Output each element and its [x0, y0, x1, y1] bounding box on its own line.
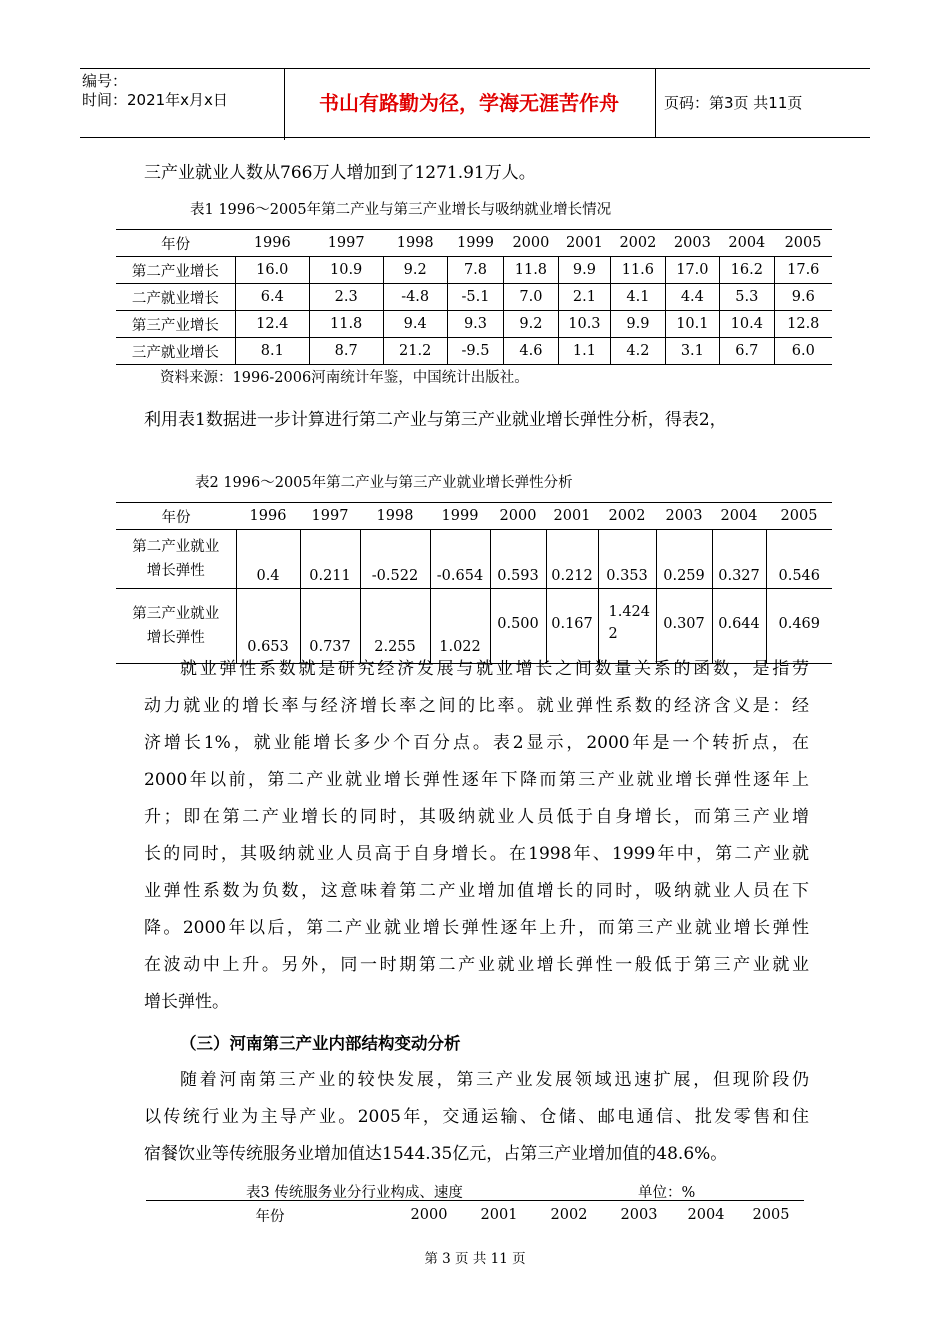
table-cell: 2004: [720, 230, 774, 257]
row-label: 年份: [255, 1208, 285, 1225]
table-cell: 2000: [490, 503, 546, 530]
table-cell: 0.353: [598, 530, 656, 589]
table-cell: 9.6: [774, 284, 832, 311]
table-cell: 4.4: [665, 284, 719, 311]
table1-caption: 表1 1996～2005年第二产业与第三产业增长与吸纳就业增长情况: [190, 202, 612, 218]
table3: [146, 1200, 804, 1229]
table-cell: 9.4: [383, 311, 447, 338]
table-cell: 2001: [558, 230, 611, 257]
table-cell: 11.6: [611, 257, 665, 284]
table1-row: [116, 311, 832, 338]
paragraph-line: 就业弹性系数就是研究经济发展与就业增长之间数量关系的函数，是指劳: [180, 659, 809, 679]
table-cell: -0.654: [430, 530, 490, 589]
row-label-line: 第二产业就业: [132, 539, 220, 555]
table-cell: 0.500: [490, 589, 546, 664]
table-cell: 4.6: [504, 338, 558, 365]
table1-row: [116, 338, 832, 365]
table3-unit: 单位：%: [638, 1185, 696, 1201]
table-cell: 1997: [309, 230, 383, 257]
paragraph-line: 宿餐饮业等传统服务业增加值达1544.35亿元，占第三产业增加值的48.6%。: [144, 1144, 728, 1164]
table-cell: 2005: [766, 503, 832, 530]
table-cell: 6.0: [774, 338, 832, 365]
table-cell: 1996: [236, 503, 300, 530]
cell-value-wrap: 2: [608, 626, 618, 642]
table-cell: 1999: [447, 230, 503, 257]
table-cell: 9.3: [447, 311, 503, 338]
header-meta: [80, 69, 285, 140]
paragraph-line: 降。2000年以后，第二产业就业增长弹性逐年上升，而第三产业就业增长弹性: [144, 918, 809, 938]
table-cell: 10.3: [558, 311, 611, 338]
table1-row: [116, 284, 832, 311]
table-cell: 12.8: [774, 311, 832, 338]
document-number-label: 编号：: [82, 72, 128, 90]
table1: [116, 229, 832, 365]
table-cell: 6.4: [235, 284, 309, 311]
row-label: 年份: [116, 230, 235, 257]
table-cell: 4.1: [611, 284, 665, 311]
table-cell: 0.469: [766, 589, 832, 664]
table-cell: 0.327: [712, 530, 766, 589]
table-cell: 0.167: [546, 589, 598, 664]
paragraph-line: 升；即在第二产业增长的同时，其吸纳就业人员低于自身增长，而第三产业增: [144, 807, 809, 827]
paragraph-line: 以传统行业为主导产业。2005年，交通运输、仓储、邮电通信、批发零售和住: [144, 1107, 809, 1127]
table-cell: 0.546: [766, 530, 832, 589]
table-cell: 0.307: [656, 589, 712, 664]
table-cell: 2004: [712, 503, 766, 530]
table-cell: 2000: [504, 230, 558, 257]
header-motto: 书山有路勤为径，学海无涯苦作舟: [283, 69, 656, 137]
table-cell: 1.022: [430, 589, 490, 664]
table-cell: 9.9: [611, 311, 665, 338]
table-cell: 1997: [300, 503, 360, 530]
table-cell: -5.1: [447, 284, 503, 311]
paragraph-line: 业弹性系数为负数，这意味着第二产业增加值增长的同时，吸纳就业人员在下: [144, 881, 809, 901]
table-cell: 10.4: [720, 311, 774, 338]
table-cell: 0.644: [712, 589, 766, 664]
table3-caption: 表3 传统服务业分行业构成、速度: [246, 1185, 463, 1201]
table-cell: 2000: [410, 1207, 448, 1223]
table-cell: 2003: [665, 230, 719, 257]
table-cell: 9.2: [383, 257, 447, 284]
paragraph-line: 增长弹性。: [144, 992, 229, 1012]
table1-source: 资料来源：1996-2006河南统计年鉴，中国统计出版社。: [160, 370, 529, 386]
table2: [116, 502, 832, 664]
table-cell: 1998: [383, 230, 447, 257]
row-label-line: 第三产业就业: [132, 606, 220, 622]
table-cell: 0.593: [490, 530, 546, 589]
table-cell: 1996: [235, 230, 309, 257]
table2-row: [116, 530, 832, 589]
table-cell: 21.2: [383, 338, 447, 365]
table-cell: 2003: [656, 503, 712, 530]
table-cell: 8.7: [309, 338, 383, 365]
table-cell: 12.4: [235, 311, 309, 338]
paragraph-line: 在波动中上升。另外，同一时期第二产业就业增长弹性一般低于第三产业就业: [144, 955, 809, 975]
document-date: 时间：2021年x月x日: [82, 91, 228, 109]
table1-row: [116, 257, 832, 284]
table-cell: 0.4: [236, 530, 300, 589]
transition-text: 利用表1数据进一步计算进行第二产业与第三产业就业增长弹性分析，得表2，: [144, 410, 727, 430]
table3-header-row: [146, 1201, 804, 1230]
table-cell: 2.1: [558, 284, 611, 311]
paragraph-line: 长的同时，其吸纳就业人员高于自身增长。在1998年、1999年中，第二产业就: [144, 844, 809, 864]
row-label-line: 增长弹性: [146, 630, 205, 646]
row-label-line: 增长弹性: [146, 563, 205, 579]
table-cell: 2001: [546, 503, 598, 530]
table-cell: 8.1: [235, 338, 309, 365]
table-cell: 2002: [598, 503, 656, 530]
table-cell: 2002: [550, 1207, 588, 1223]
table-cell: 9.9: [558, 257, 611, 284]
table-cell: 5.3: [720, 284, 774, 311]
page-header: [80, 68, 870, 138]
table-cell: 0.737: [300, 589, 360, 664]
table-cell: 2.255: [360, 589, 430, 664]
table-cell: 10.1: [665, 311, 719, 338]
table-cell: -9.5: [447, 338, 503, 365]
section-heading: （三）河南第三产业内部结构变动分析: [180, 1034, 461, 1053]
row-label: 三产就业增长: [116, 338, 235, 365]
table-cell: 2003: [620, 1207, 658, 1223]
table-cell: 7.0: [504, 284, 558, 311]
paragraph-employment-elasticity: [144, 651, 809, 1021]
header-page-info: 页码：第3页 共11页: [664, 94, 803, 112]
paragraph-line: 济增长1%，就业能增长多少个百分点。表2显示，2000年是一个转折点，在: [144, 733, 809, 753]
table-cell: 2002: [611, 230, 665, 257]
table-cell: 0.259: [656, 530, 712, 589]
table-cell: 11.8: [504, 257, 558, 284]
table-cell: 2005: [774, 230, 832, 257]
table-cell: -4.8: [383, 284, 447, 311]
row-label: [116, 530, 236, 589]
table-cell: 9.2: [504, 311, 558, 338]
row-label: 年份: [116, 503, 236, 530]
paragraph-line: 2000年以前，第二产业就业增长弹性逐年下降而第三产业就业增长弹性逐年上: [144, 770, 809, 790]
table-cell: 16.2: [720, 257, 774, 284]
table2-header-row: [116, 503, 832, 530]
row-label: 第二产业增长: [116, 257, 235, 284]
table-cell: 10.9: [309, 257, 383, 284]
table2-caption: 表2 1996～2005年第二产业与第三产业就业增长弹性分析: [195, 475, 573, 491]
table-cell: 3.1: [665, 338, 719, 365]
table-cell: -0.522: [360, 530, 430, 589]
table-cell: 0.211: [300, 530, 360, 589]
table-cell: 1.1: [558, 338, 611, 365]
table-cell: 17.6: [774, 257, 832, 284]
table-cell: 0.212: [546, 530, 598, 589]
table-cell: 11.8: [309, 311, 383, 338]
cell-value: 1.424: [608, 604, 651, 620]
intro-text: 三产业就业人数从766万人增加到了1271.91万人。: [144, 163, 536, 183]
table1-header-row: [116, 230, 832, 257]
table-cell: 4.2: [611, 338, 665, 365]
table-cell: 1999: [430, 503, 490, 530]
row-label: 第三产业增长: [116, 311, 235, 338]
table-cell: 2005: [752, 1207, 790, 1223]
row-label: 二产就业增长: [116, 284, 235, 311]
paragraph-tertiary-structure: [144, 1062, 809, 1173]
paragraph-line: 动力就业的增长率与经济增长率之间的比率。就业弹性系数的经济含义是：经: [144, 696, 809, 716]
table-cell: 6.7: [720, 338, 774, 365]
page-footer: 第 3 页 共 11 页: [424, 1251, 526, 1267]
table-cell: 7.8: [447, 257, 503, 284]
table-cell: 0.653: [236, 589, 300, 664]
table-cell: 16.0: [235, 257, 309, 284]
table-cell: 2.3: [309, 284, 383, 311]
table-cell: 2001: [480, 1207, 518, 1223]
table-cell: 2004: [687, 1207, 725, 1223]
table-cell: 1998: [360, 503, 430, 530]
table-cell: 17.0: [665, 257, 719, 284]
paragraph-line: 随着河南第三产业的较快发展，第三产业发展领域迅速扩展，但现阶段仍: [180, 1070, 809, 1090]
